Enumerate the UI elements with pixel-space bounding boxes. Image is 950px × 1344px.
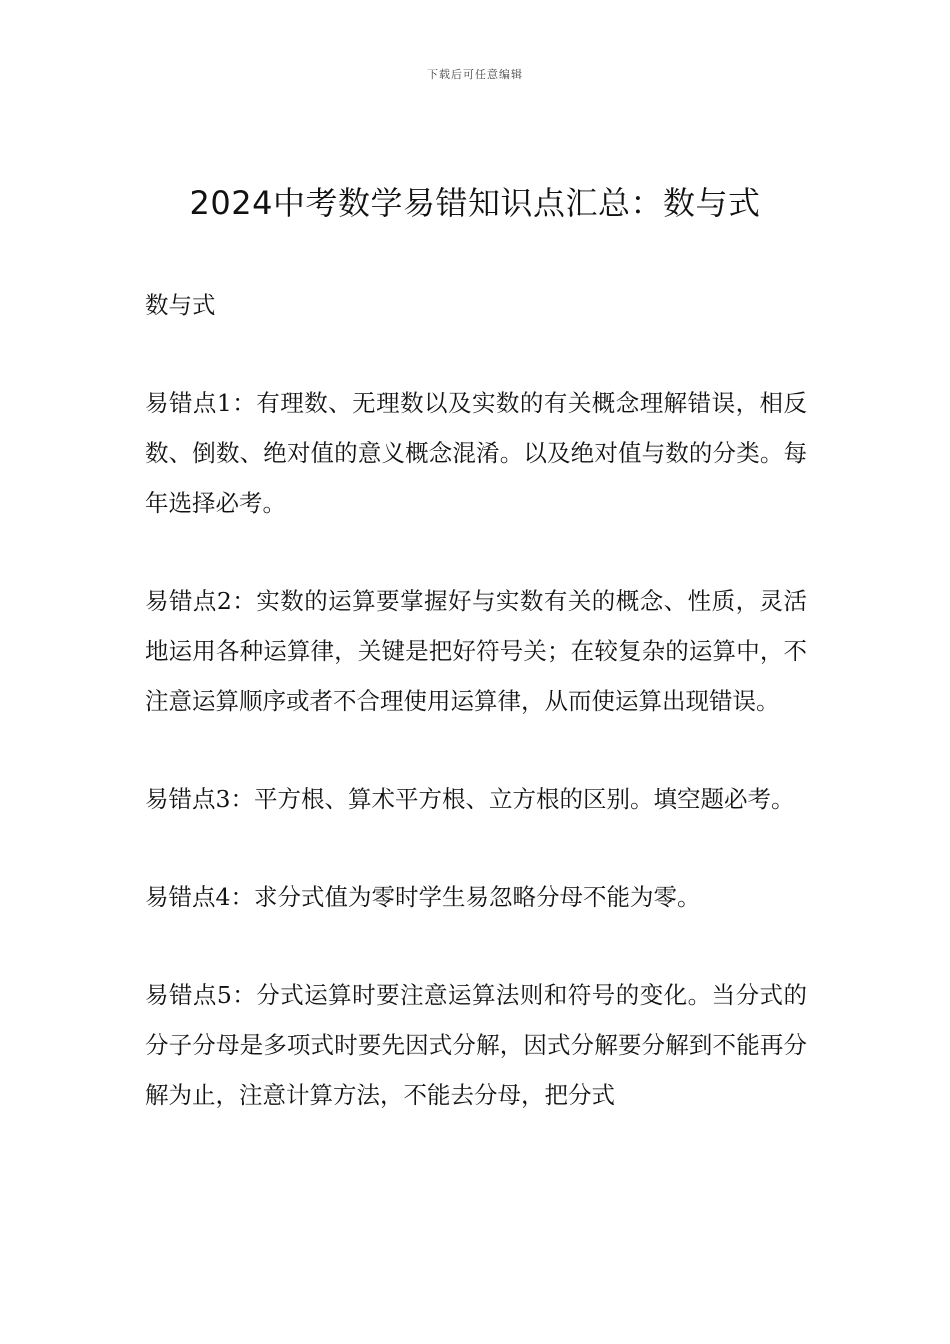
error-point-2: 易错点2：实数的运算要掌握好与实数有关的概念、性质，灵活地运用各种运算律，关键是把好符号关；在较复杂的运算中，不注意运算顺序或者不合理使用运算律，从而使运算出现错误。 (145, 587, 807, 715)
error-point-3: 易错点3：平方根、算术平方根、立方根的区别。填空题必考。 (145, 785, 795, 813)
error-point-4: 易错点4：求分式值为零时学生易忽略分母不能为零。 (145, 883, 701, 911)
section-heading: 数与式 (145, 291, 216, 319)
header-note: 下载后可任意编辑 (427, 68, 523, 81)
document-title: 2024中考数学易错知识点汇总：数与式 (189, 184, 761, 222)
error-point-5: 易错点5：分式运算时要注意运算法则和符号的变化。当分式的分子分母是多项式时要先因式分解，因式分解要分解到不能再分解为止，注意计算方法，不能去分母，把分式 (145, 981, 807, 1109)
document-body (145, 280, 807, 1168)
error-point-1: 易错点1：有理数、无理数以及实数的有关概念理解错误，相反数、倒数、绝对值的意义概念混淆。以及绝对值与数的分类。每年选择必考。 (145, 389, 807, 517)
